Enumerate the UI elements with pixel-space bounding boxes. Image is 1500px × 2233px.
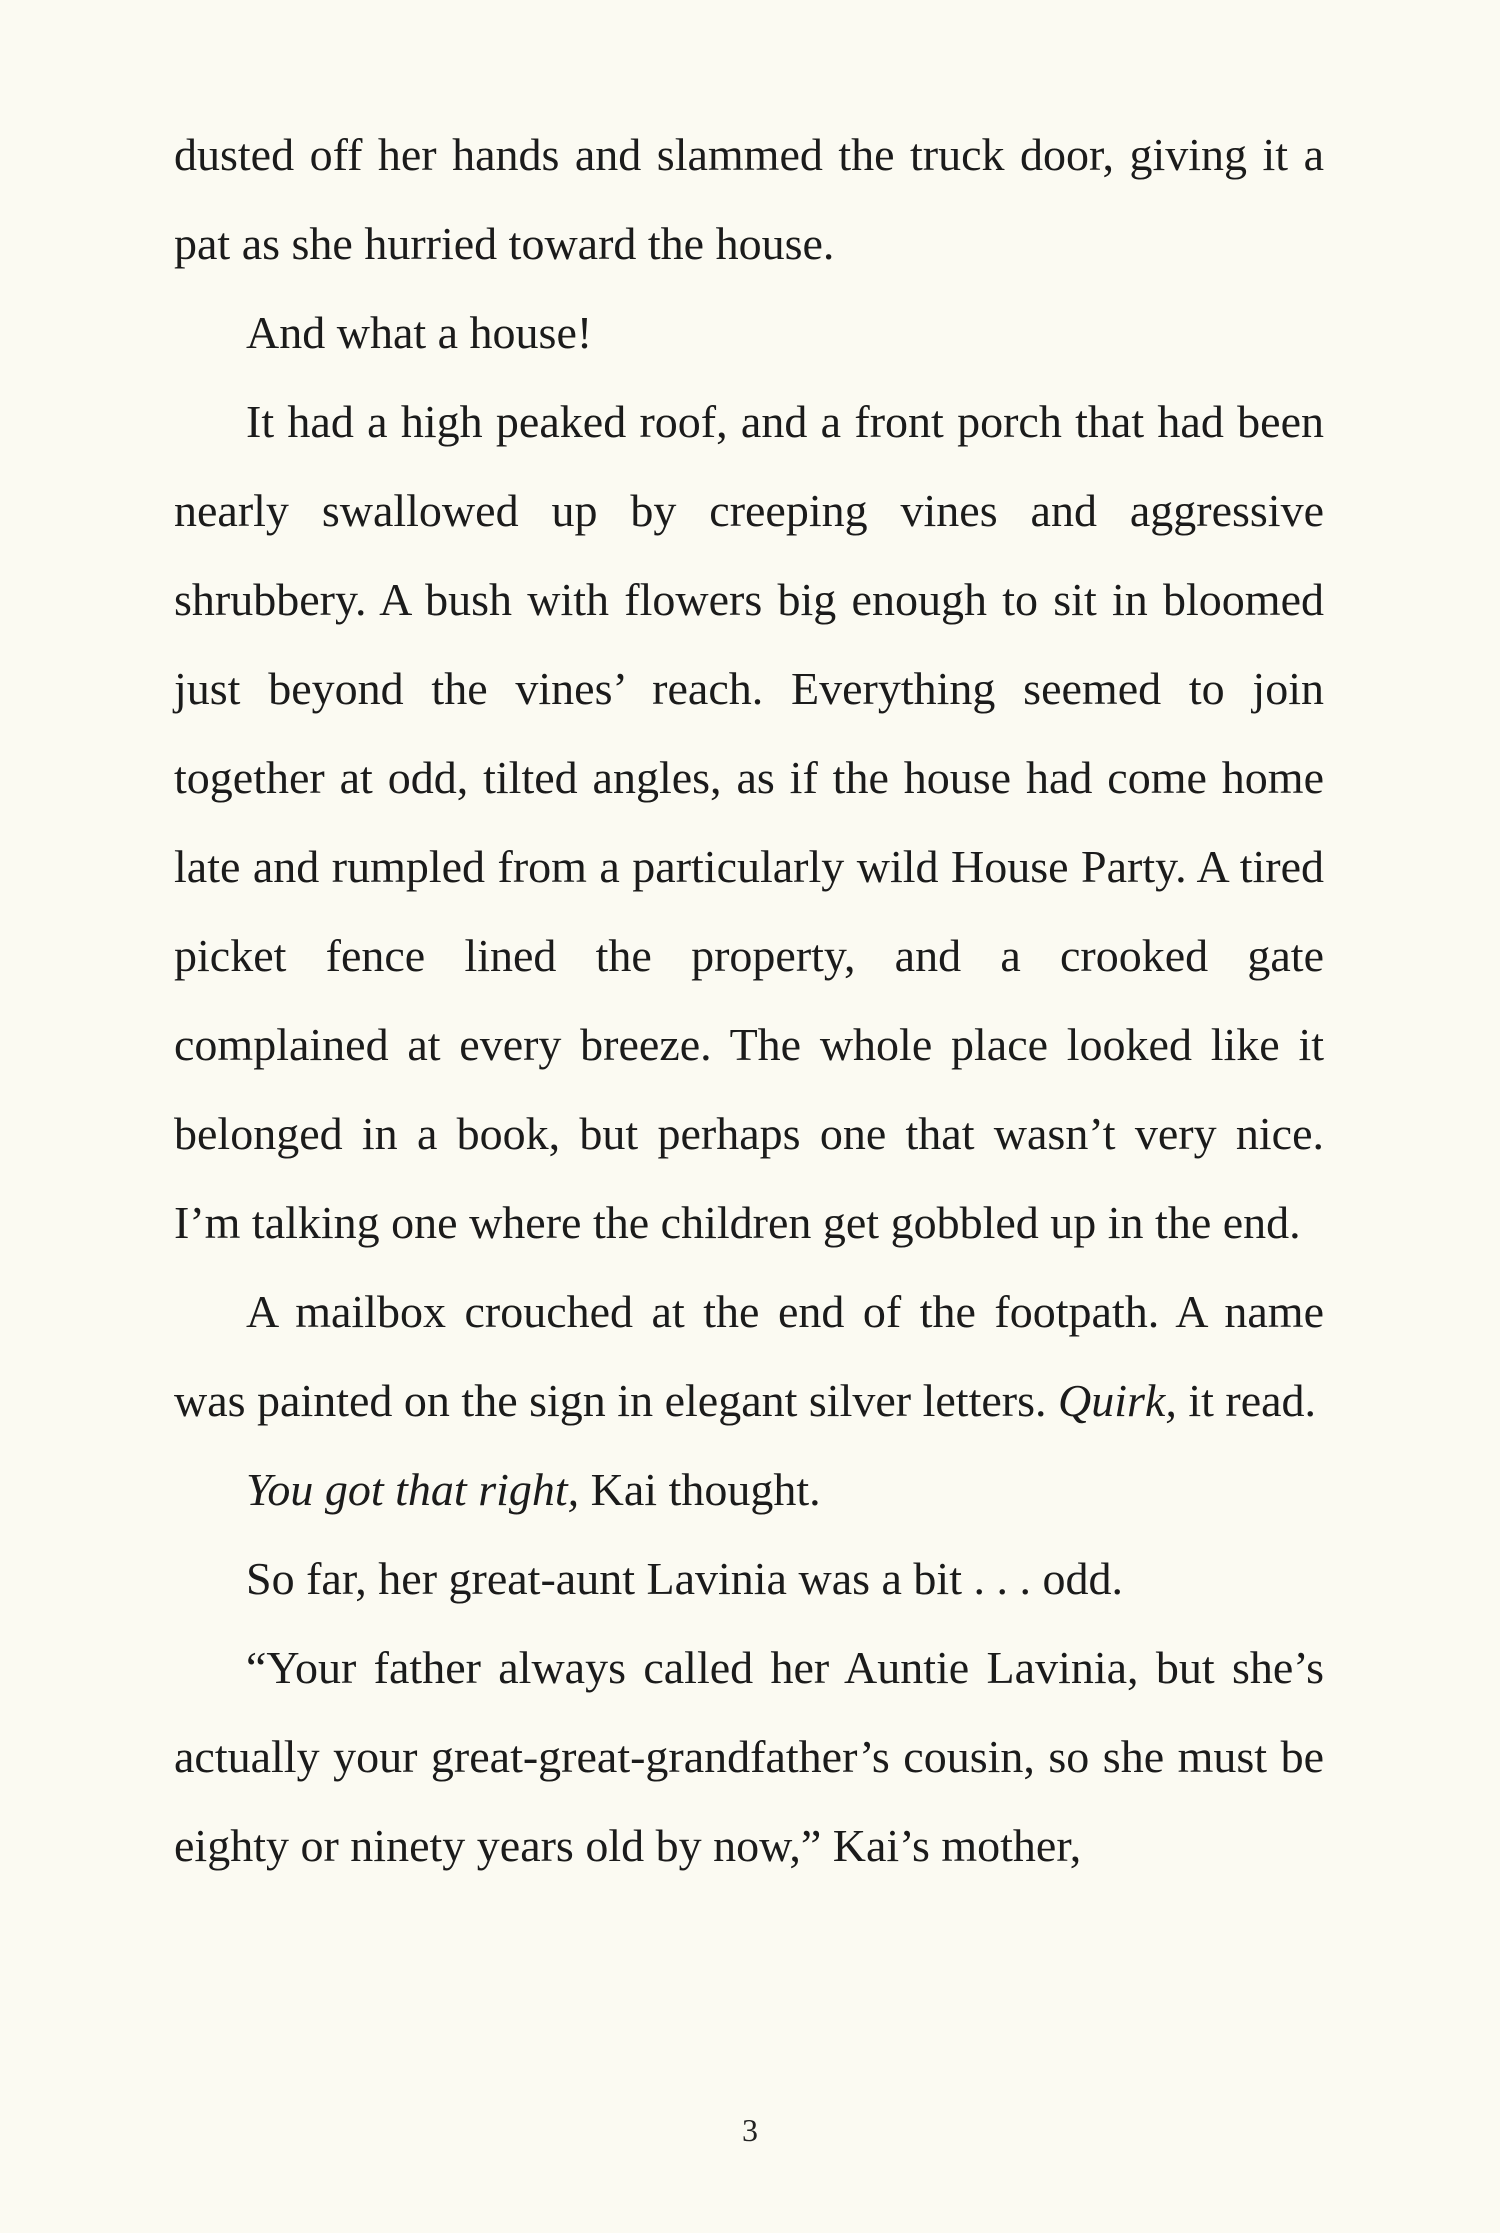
paragraph-house-description: It had a high peaked roof, and a front porch that had been nearly swallowed up by creeping vines and aggressive shrubbery. A bush with flowers big enough to sit in bloomed just beyond the vines’ reach. Everything seemed to join together at odd, tilted angles, as if the house had come home late and rumpled from a particularly wild House Party. A tired picket fence lined the property, and a crooked gate complained at every breeze. The whole place looked like it belonged in a book, but perhaps one that wasn’t very nice. I’m talking one where the children get gobbled up in the end.	[174, 396, 1324, 1248]
paragraph-mother-dialogue: “Your father always called her Auntie Lavinia, but she’s actually your great-great-grandfather’s cousin, so she must be eighty or ninety years old by now,” Kai’s mother,	[174, 1642, 1324, 1871]
mailbox-text-end: it read.	[1176, 1375, 1317, 1426]
paragraph-aunt-odd: So far, her great-aunt Lavinia was a bit . . . odd.	[246, 1553, 1123, 1604]
body-text	[174, 110, 1324, 1890]
paragraph-mailbox	[174, 1267, 1324, 1445]
page-number: 3	[742, 2112, 758, 2148]
paragraph-kai-thought	[174, 1445, 1324, 1534]
kai-thought-text: Kai thought.	[579, 1464, 821, 1515]
paragraph-continuation: dusted off her hands and slammed the truck door, giving it a pat as she hurried toward the house.	[174, 129, 1324, 269]
mailbox-text: A mailbox crouched at the end of the footpath. A name was painted on the sign in elegant silver letters.	[174, 1286, 1324, 1426]
paragraph-exclamation: And what a house!	[246, 307, 593, 358]
kai-thought-emphasis: You got that right,	[246, 1464, 580, 1515]
mailbox-name-emphasis: Quirk,	[1058, 1375, 1177, 1426]
